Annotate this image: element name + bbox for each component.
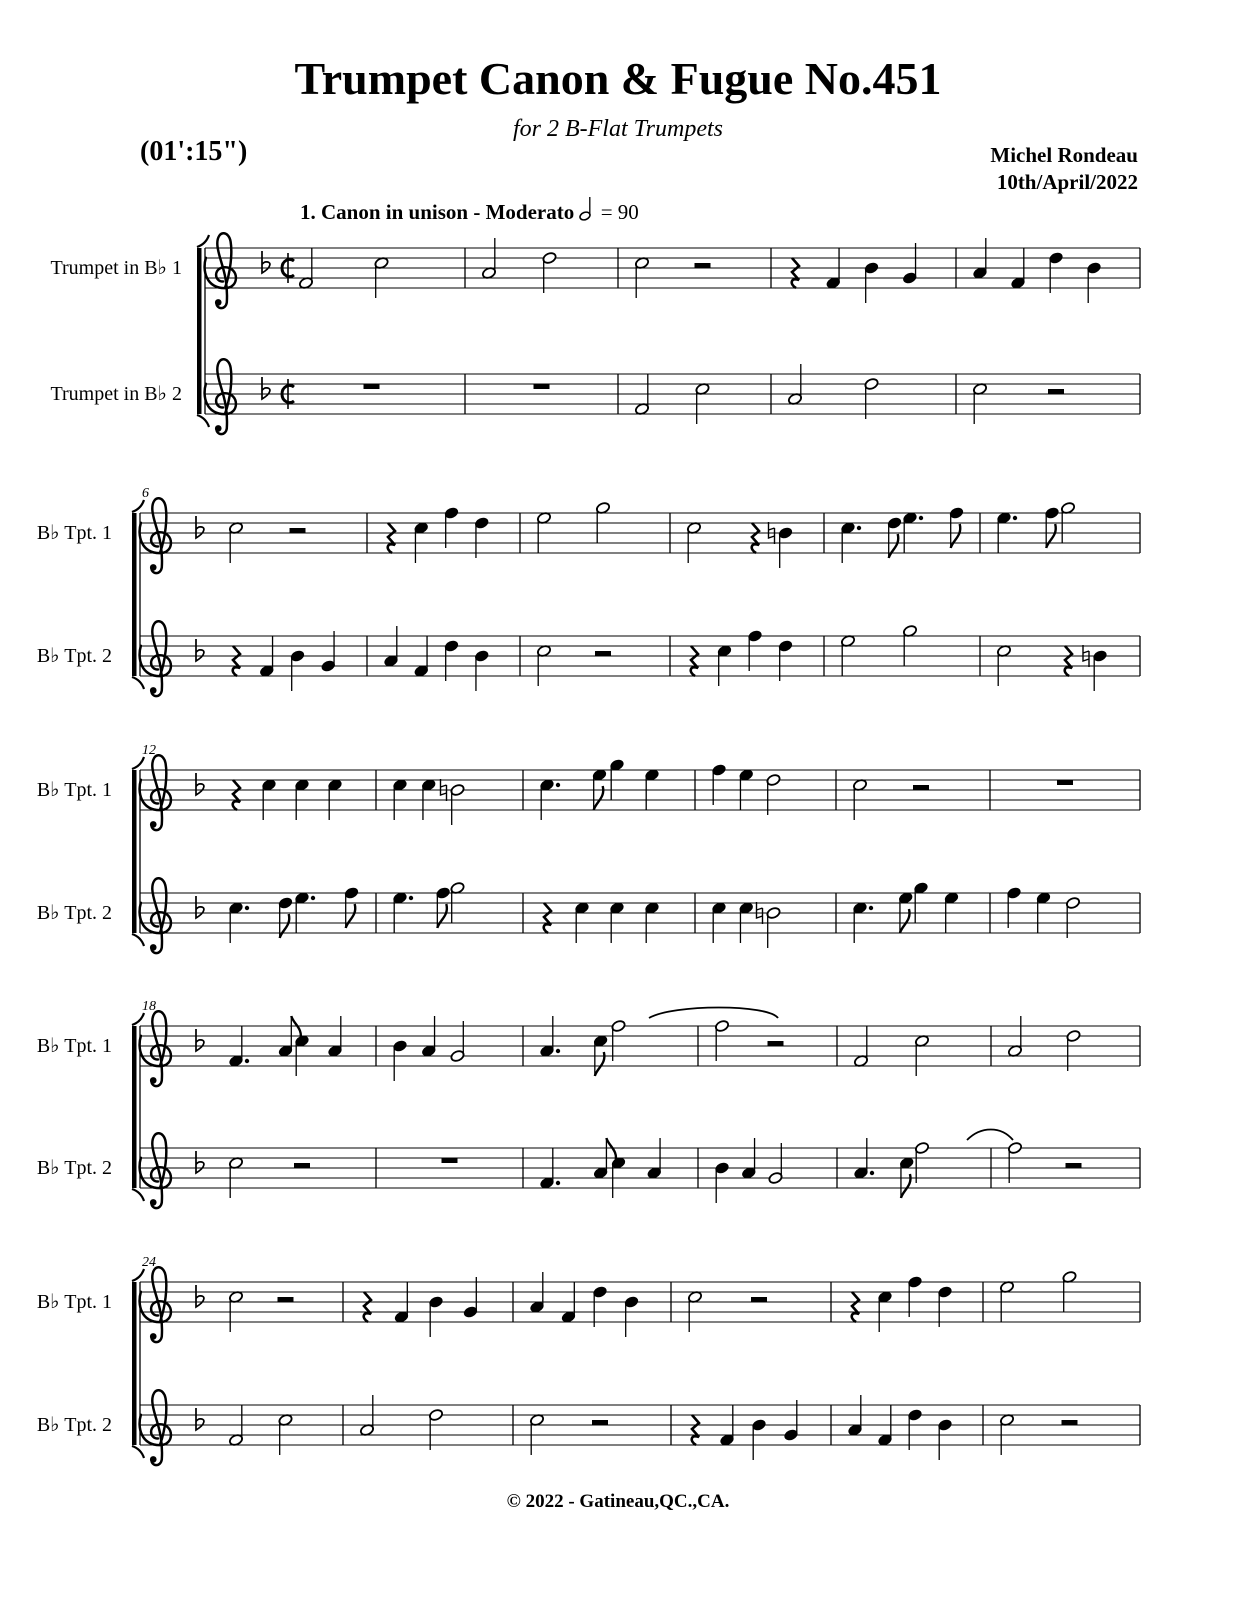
treble-clef-dot: [215, 299, 222, 306]
quarter-rest: [364, 1292, 371, 1322]
bracket-bar: [132, 1282, 137, 1445]
key-flat-icon: [196, 516, 204, 538]
instrument-label-1: B♭ Tpt. 1: [36, 522, 112, 544]
quarter-rest: [544, 903, 551, 933]
augmentation-dot: [409, 896, 413, 900]
staff-2: [140, 1133, 1140, 1208]
quarter-rest: [233, 646, 240, 676]
half-rest: [294, 1163, 310, 1168]
half-rest: [595, 651, 611, 656]
whole-rest: [364, 384, 380, 389]
staff-2: [140, 878, 1140, 953]
quarter-rest: [233, 780, 240, 810]
measure-number: 18: [142, 999, 156, 1014]
duration-label: (01':15"): [140, 136, 248, 167]
measure-number: 24: [142, 1255, 156, 1270]
half-rest: [278, 1297, 294, 1302]
measure-number: 6: [142, 486, 149, 501]
treble-clef-icon: [205, 233, 236, 308]
key-flat-icon: [196, 773, 204, 795]
treble-clef-dot: [150, 1333, 157, 1340]
eighth-flag: [437, 904, 447, 928]
instrument-label-1: B♭ Tpt. 1: [36, 1035, 112, 1057]
system-bracket: [132, 500, 144, 689]
whole-rest: [1057, 780, 1073, 785]
treble-clef-dot: [150, 1077, 157, 1084]
augmentation-dot: [556, 1049, 560, 1053]
treble-clef-icon: [140, 755, 171, 830]
score-title: Trumpet Canon & Fugue No.451: [294, 53, 942, 104]
treble-clef-stroke: [140, 755, 171, 830]
instrument-label-2: B♭ Tpt. 2: [36, 1414, 112, 1436]
instrument-label-1: Trumpet in B♭ 1: [50, 257, 182, 279]
augmentation-dot: [919, 516, 923, 520]
treble-clef-dot: [150, 1199, 157, 1206]
composer-name: Michel Rondeau: [990, 143, 1138, 167]
tempo-text: 1. Canon in unison - Moderato: [300, 200, 575, 224]
key-flat-icon: [196, 1151, 204, 1173]
augmentation-dot: [556, 783, 560, 787]
tie-slur: [967, 1130, 1013, 1141]
treble-clef-icon: [140, 1133, 171, 1208]
treble-clef-dot: [215, 425, 222, 432]
instrument-label-2: B♭ Tpt. 2: [36, 645, 112, 667]
staff-1: [140, 755, 1140, 830]
bracket-bar: [132, 1026, 137, 1188]
treble-clef-dot: [150, 944, 157, 951]
eighth-flag: [951, 524, 961, 548]
bracket-hook-bottom: [132, 677, 144, 689]
bracket-hook-bottom: [132, 934, 144, 946]
staff-2: [205, 359, 1140, 434]
bracket-hook-bottom: [132, 1189, 144, 1201]
whole-rest: [442, 1158, 458, 1163]
treble-clef-stroke: [140, 1390, 171, 1465]
key-flat-icon: [196, 896, 204, 918]
measure-number: 12: [142, 743, 156, 758]
bracket-bar: [197, 248, 202, 414]
composition-date: 10th/April/2022: [996, 170, 1138, 194]
quarter-rest: [752, 523, 759, 553]
augmentation-dot: [857, 526, 861, 530]
whole-rest: [534, 384, 550, 389]
treble-clef-stroke: [140, 498, 171, 573]
bracket-hook-top: [197, 235, 209, 247]
staff-2: [140, 621, 1140, 696]
tempo-bpm: = 90: [600, 200, 639, 224]
key-flat-icon: [196, 1408, 204, 1430]
bracket-bar: [132, 770, 137, 933]
treble-clef-icon: [140, 1390, 171, 1465]
treble-clef-dot: [150, 1456, 157, 1463]
key-flat-icon: [196, 1029, 204, 1051]
system-bracket: [197, 235, 209, 427]
quarter-rest: [691, 646, 698, 676]
augmentation-dot: [869, 906, 873, 910]
treble-clef-dot: [150, 821, 157, 828]
half-rest: [1066, 1163, 1082, 1168]
treble-clef-icon: [205, 359, 236, 434]
treble-clef-icon: [140, 878, 171, 953]
half-rest: [1048, 389, 1064, 394]
quarter-rest: [692, 1415, 699, 1445]
augmentation-dot: [1013, 516, 1017, 520]
system-bracket: [132, 1269, 144, 1458]
score-subtitle: for 2 B-Flat Trumpets: [512, 116, 723, 142]
tie-slur: [649, 1008, 778, 1019]
treble-clef-stroke: [140, 1267, 171, 1342]
treble-clef-dot: [150, 687, 157, 694]
treble-clef-icon: [140, 498, 171, 573]
half-rest: [751, 1297, 767, 1302]
augmentation-dot: [870, 1171, 874, 1175]
treble-clef-stroke: [205, 233, 236, 308]
bracket-hook-bottom: [197, 415, 209, 427]
key-flat-icon: [262, 377, 270, 399]
copyright-footer: © 2022 - Gatineau,QC.,CA.: [506, 1491, 730, 1512]
eighth-flag: [889, 534, 899, 558]
half-rest: [1062, 1420, 1078, 1425]
treble-clef-icon: [140, 1267, 171, 1342]
treble-clef-stroke: [140, 621, 171, 696]
augmentation-dot: [245, 1059, 249, 1063]
key-flat-icon: [196, 639, 204, 661]
bracket-bar: [132, 513, 137, 676]
instrument-label-2: B♭ Tpt. 2: [36, 1157, 112, 1179]
treble-clef-icon: [140, 621, 171, 696]
treble-clef-icon: [140, 1011, 171, 1086]
half-rest: [290, 528, 306, 533]
eighth-flag: [346, 904, 356, 928]
treble-clef-stroke: [140, 1133, 171, 1208]
bracket-hook-bottom: [132, 1446, 144, 1458]
half-rest: [768, 1041, 784, 1046]
instrument-label-2: Trumpet in B♭ 2: [50, 383, 182, 405]
quarter-rest: [792, 258, 799, 288]
half-rest: [695, 263, 711, 268]
treble-clef-stroke: [140, 878, 171, 953]
treble-clef-stroke: [140, 1011, 171, 1086]
treble-clef-dot: [150, 564, 157, 571]
instrument-label-2: B♭ Tpt. 2: [36, 902, 112, 924]
system-bracket: [132, 1013, 144, 1201]
eighth-flag: [280, 914, 290, 938]
key-flat-icon: [262, 251, 270, 273]
system-bracket: [132, 757, 144, 946]
augmentation-dot: [311, 896, 315, 900]
staff-1: [205, 233, 1140, 308]
augmentation-dot: [245, 906, 249, 910]
staff-1: [140, 1267, 1140, 1342]
half-rest: [913, 785, 929, 790]
instrument-label-1: B♭ Tpt. 1: [36, 1291, 112, 1313]
quarter-rest: [852, 1292, 859, 1322]
quarter-rest: [388, 523, 395, 553]
eighth-flag: [1046, 524, 1056, 548]
instrument-label-1: B♭ Tpt. 1: [36, 779, 112, 801]
half-rest: [592, 1420, 608, 1425]
key-flat-icon: [196, 1285, 204, 1307]
staff-1: [140, 498, 1140, 573]
augmentation-dot: [556, 1181, 560, 1185]
quarter-rest: [1065, 646, 1072, 676]
staff-2: [140, 1390, 1140, 1465]
treble-clef-stroke: [205, 359, 236, 434]
staff-1: [140, 1011, 1140, 1086]
